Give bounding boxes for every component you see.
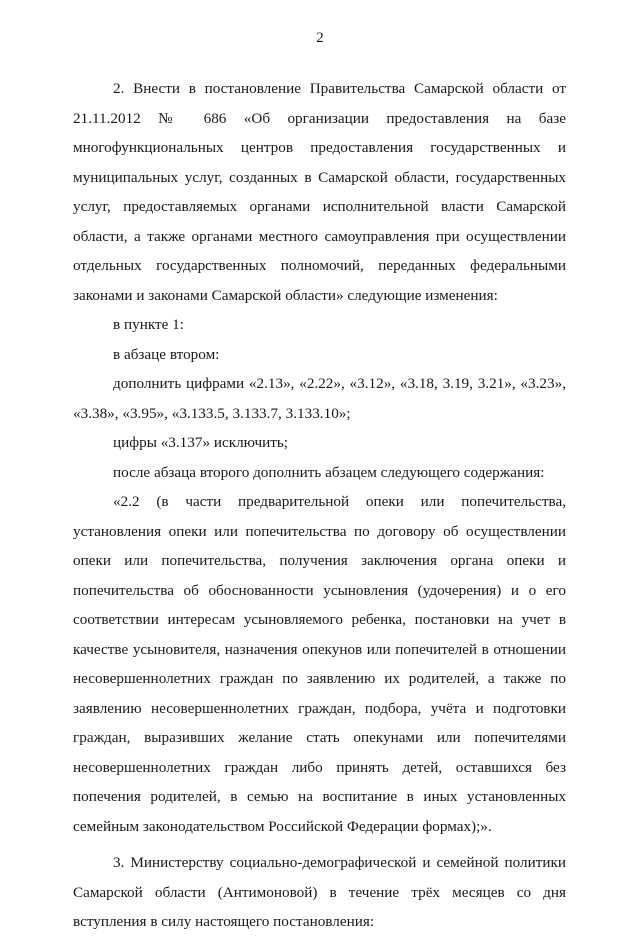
paragraph-posle-abzaca: после абзаца второго дополнить абзацем следующего содержания: [113,463,545,481]
paragraph-abzac-vtorom: в абзаце втором: [113,345,220,363]
paragraph-dopolnit-ciframi: дополнить цифрами «2.13», «2.22», «3.12», «3.18, 3.19, 3.21», «3.23», «3.38», «3.95», «3.133.5, 3.133.7, 3.133.10»; [73,375,566,422]
paragraph-item-3: 3. Министерству социально-демографической и семейной политики Самарской области (Антимоновой) в течение трёх месяцев со дня вступления в силу настоящего постановления: [73,854,566,930]
paragraph-isklyuchit: цифры «3.137» исключить; [113,434,288,451]
paragraph-item-2: 2. Внести в постановление Правительства Самарской области от 21.11.2012 № 686 «Об организации предоставления на базе многофункциональных центров предоставления государственных и муниципальных услуг, созданных в Самарской области, государственных услуг, предоставляемых органами исполнительной власти Самарской области, а также органами местного самоуправления при осуществлении отдельных государственных полномочий, переданных федеральными законами и законами Самарской области» следующие изменения: [73,80,566,304]
page-number: 2 [316,30,324,46]
document-body [73,74,566,937]
paragraph-punkt-1: в пункте 1: [113,316,184,333]
paragraph-quoted-2-2: «2.2 (в части предварительной опеки или попечительства, установления опеки или попечительства по договору об осуществлении опеки или попечительства, получения заключения органа опеки и попечительства об обоснованности усыновления (удочерения) и о его соответствии интересам усыновляемого ребенка, постановки на учет в качестве усыновителя, назначения опекунов или попечителей в отношении несовершеннолетних граждан по заявлению их родителей, а также по заявлению несовершеннолетних граждан, подбора, учёта и подготовки граждан, выразивших желание стать опекунами или попечителями несовершеннолетних граждан либо принять детей, оставшихся без попечения родителей, в семью на воспитание в иных установленных семейным законодательством Российской Федерации формах);». [73,493,566,835]
